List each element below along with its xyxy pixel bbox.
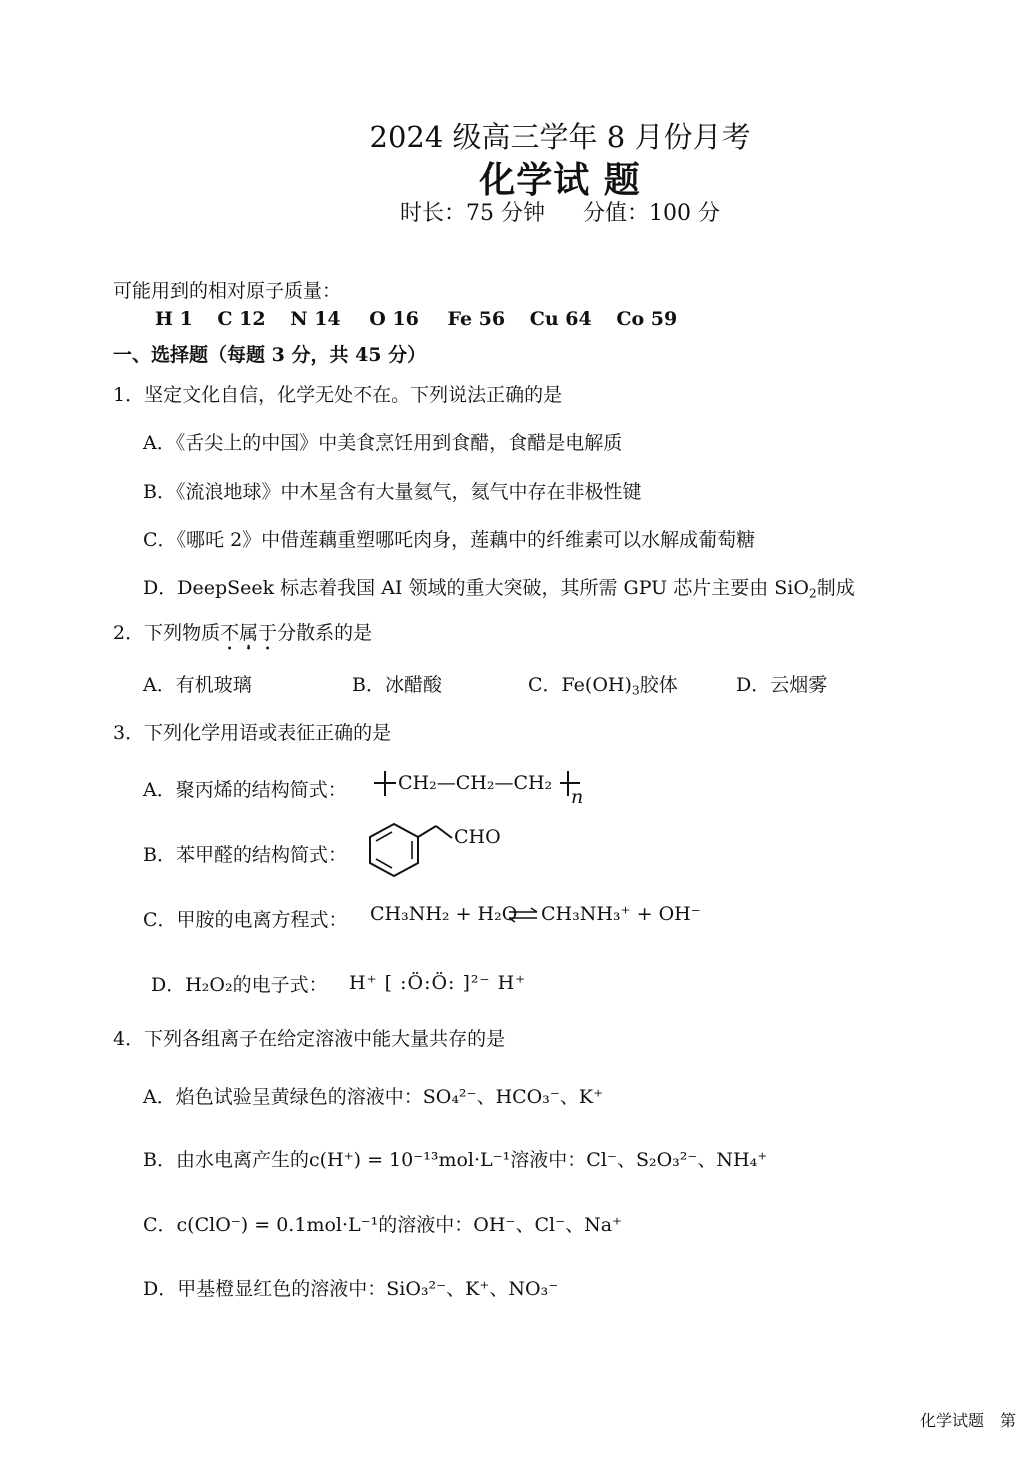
- exam-info: [0, 196, 1032, 227]
- q2-stem-pre: 2．下列物质: [113, 622, 221, 644]
- q2-option-b: B．冰醋酸: [352, 674, 442, 696]
- q4-stem: 4．下列各组离子在给定溶液中能大量共存的是: [113, 1028, 506, 1050]
- q3-option-b-group: CHO: [454, 826, 501, 848]
- q1-option-c: C．《哪吒 2》中借莲藕重塑哪吒肉身，莲藕中的纤维素可以水解成葡萄糖: [143, 529, 756, 551]
- mass-co: Co 59: [616, 308, 678, 330]
- atomic-mass-list: [155, 308, 677, 330]
- q4-option-b: B．由水电离产生的c(H⁺) = 10⁻¹³mol·L⁻¹溶液中：Cl⁻、S₂O₃²⁻、NH₄⁺: [143, 1149, 768, 1171]
- mass-cu: Cu 64: [529, 308, 592, 330]
- q3-option-d-formula: H⁺ [ :Ö:Ö: ]²⁻ H⁺: [349, 972, 527, 994]
- q2-stem: [113, 618, 372, 655]
- total-score: 分值：100 分: [583, 201, 720, 226]
- q3-option-c-left: CH₃NH₂ + H₂O: [370, 903, 518, 925]
- q4-option-c: C．c(ClO⁻) = 0.1mol·L⁻¹的溶液中：OH⁻、Cl⁻、Na⁺: [143, 1214, 623, 1236]
- q2-stem-emphasis: 不属于: [220, 622, 278, 644]
- exam-title: 2024 级高三学年 8 月份月考: [369, 120, 751, 154]
- q1-d-tail: 制成: [816, 577, 855, 599]
- equilibrium-arrow-icon: [507, 907, 539, 923]
- q3-option-d-label: D．H₂O₂的电子式：: [151, 974, 328, 996]
- mass-fe: Fe 56: [447, 308, 506, 330]
- q3-option-a-n: n: [571, 786, 584, 808]
- q4-option-d: D．甲基橙显红色的溶液中：SiO₃²⁻、K⁺、NO₃⁻: [143, 1278, 559, 1300]
- page-footer: 化学试题 第: [920, 1411, 1017, 1430]
- atomic-mass-intro: 可能用到的相对原子质量：: [113, 280, 342, 302]
- q1-option-d: [143, 573, 855, 601]
- q1-d-text: D．DeepSeek 标志着我国 AI 领域的重大突破，其所需 GPU 芯片主要由 SiO: [143, 577, 809, 599]
- q1-option-a: A．《舌尖上的中国》中美食烹饪用到食醋，食醋是电解质: [143, 432, 623, 454]
- mass-h: H 1: [155, 308, 193, 330]
- q3-option-b-label: B．苯甲醛的结构简式：: [143, 844, 347, 866]
- q2-option-a: A．有机玻璃: [143, 674, 252, 696]
- section-heading: 一、选择题（每题 3 分，共 45 分）: [113, 344, 427, 366]
- mass-c: C 12: [217, 308, 266, 330]
- q3-option-c-label: C．甲胺的电离方程式：: [143, 909, 348, 931]
- q1-d-sub: 2: [808, 586, 817, 601]
- q4-option-a: A．焰色试验呈黄绿色的溶液中：SO₄²⁻、HCO₃⁻、K⁺: [143, 1086, 604, 1108]
- q2-c-text: C．Fe(OH): [528, 674, 632, 696]
- subject-title: 化学试 题: [479, 159, 641, 201]
- q3-option-a-formula: CH₂—CH₂—CH₂: [398, 772, 553, 794]
- q2-stem-post: 分散系的是: [277, 622, 373, 644]
- mass-o: O 16: [369, 308, 419, 330]
- q3-stem: 3．下列化学用语或表征正确的是: [113, 722, 392, 744]
- q3-option-c-right: CH₃NH₃⁺ + OH⁻: [541, 903, 701, 925]
- q3-option-a-label: A．聚丙烯的结构简式：: [143, 779, 347, 801]
- mass-n: N 14: [290, 308, 341, 330]
- q1-option-b: B．《流浪地球》中木星含有大量氦气，氦气中存在非极性键: [143, 481, 642, 503]
- benzene-ring-icon: [364, 818, 454, 880]
- q1-stem: 1．坚定文化自信，化学无处不在。下列说法正确的是: [113, 384, 563, 406]
- q2-option-c: [528, 670, 678, 698]
- q2-option-d: D．云烟雾: [736, 674, 828, 696]
- duration: 时长：75 分钟: [400, 201, 545, 226]
- q2-c-sub: 3: [631, 683, 640, 698]
- q2-c-tail: 胶体: [639, 674, 678, 696]
